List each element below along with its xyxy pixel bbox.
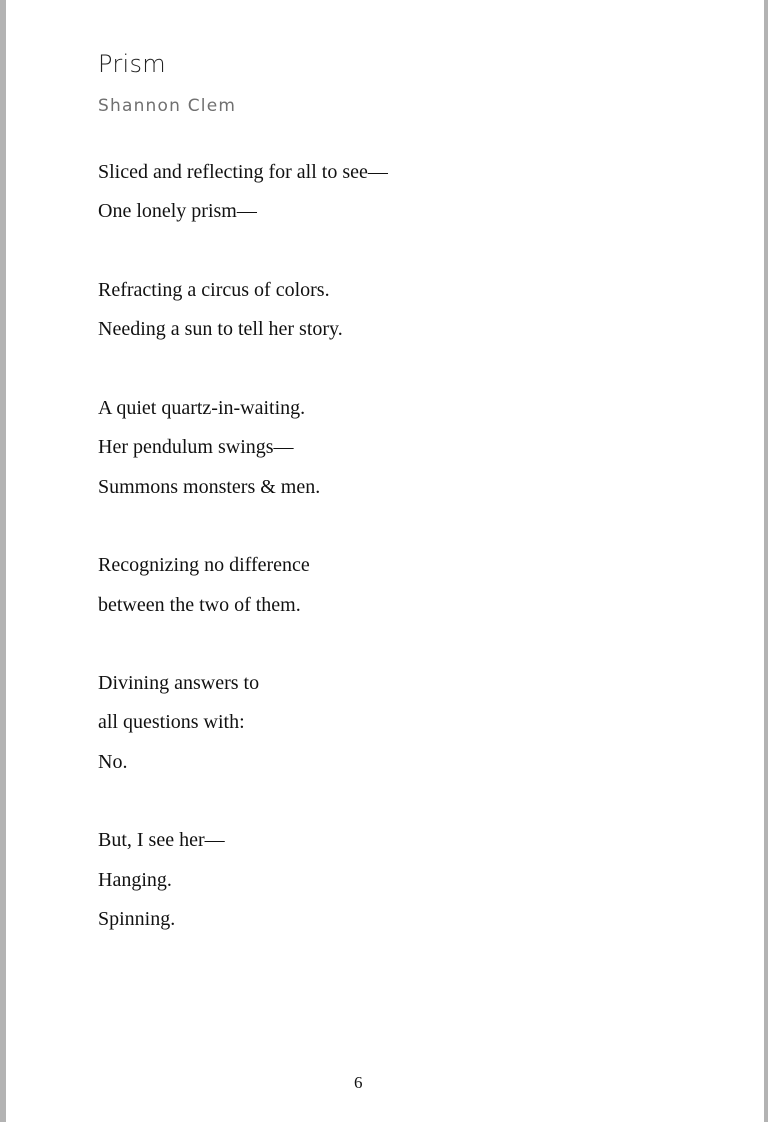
page-number: 6 xyxy=(354,1073,363,1092)
poem-title: Prism xyxy=(98,50,166,78)
poem-line: between the two of them. xyxy=(98,594,301,616)
poem-line: Divining answers to xyxy=(98,672,260,694)
poem-line: Needing a sun to tell her story. xyxy=(98,318,343,340)
document-page xyxy=(6,0,764,1122)
poem-author: Shannon Clem xyxy=(98,96,237,116)
poem-line: Hanging. xyxy=(98,869,172,891)
poem-line: Spinning. xyxy=(98,908,176,930)
poem-line: all questions with: xyxy=(98,711,245,733)
poem-line: No. xyxy=(98,751,128,773)
viewer-right-edge xyxy=(764,0,768,1122)
poem-line: Summons monsters & men. xyxy=(98,476,321,498)
poem-line: Sliced and reflecting for all to see— xyxy=(98,161,388,183)
poem-line: Refracting a circus of colors. xyxy=(98,279,330,301)
poem-line: A quiet quartz-in-waiting. xyxy=(98,397,306,419)
poem-line: One lonely prism— xyxy=(98,200,257,222)
poem-line: Recognizing no difference xyxy=(98,554,310,576)
poem-line: But, I see her— xyxy=(98,829,225,851)
poem-line: Her pendulum swings— xyxy=(98,436,294,458)
